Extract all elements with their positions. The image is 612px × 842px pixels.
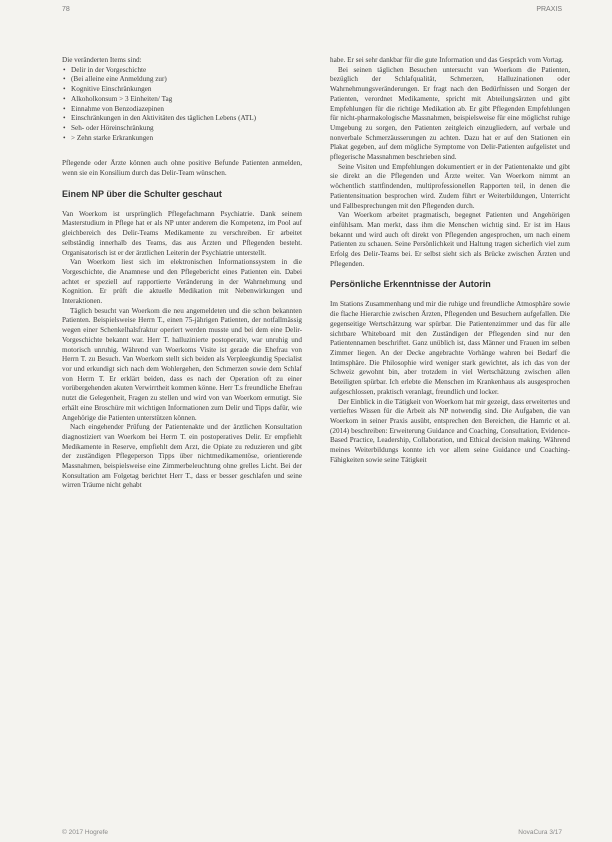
section-heading: Persönliche Erkenntnisse der Autorin	[330, 279, 491, 290]
page-number: 78	[62, 6, 70, 13]
list-item: • Seh- oder Höreinschränkung	[71, 124, 302, 134]
list-item: • Kognitive Einschränkungen	[71, 85, 302, 95]
paragraph: Nach eingehender Prüfung der Patientenakte und der ärztlichen Konsultation diagnostiziert van Woerkom bei Herrn T. ein postoperatives Delir. Er empfiehlt Medikamente in Reserve, empfiehlt dem Arzt, die Opiate zu reduzieren und gibt der zuständigen Pflegeperson Tipps über nichtmedikamentöse, orientierende Massnahmen, beispielsweise eine Zimmerbeleuchtung ohne grelles Licht. Bei der Konsultation am Folgetag berichtet Herr T., dass er besser geschlafen und seine wirren Träume nicht gehabt	[62, 423, 302, 490]
risk-factor-list	[62, 66, 302, 144]
list-intro: Die veränderten Items sind:	[62, 56, 142, 64]
paragraph: Täglich besucht van Woerkom die neu angemeldeten und die schon bekannten Patienten. Beispielsweise Herrn T., einen 75-jährigen Patienten, der notfallmässig wegen einer Schenkelhalsfraktur operiert werden musste und bei dem eine Delir-Vorgeschichte bekannt war. Herr T. halluzinierte postoperativ, war unruhig und motorisch unruhig. Während van Woerkoms Visite ist gerade die Ehefrau von Herrn T. zu Besuch. Van Woerkom stellt sich beiden als Verpleegkundig Specialist vor und erkundigt sich nach dem Wohlergehen, den Schmerzen sowie dem Schlaf von Herrn T. Er erklärt beiden, dass es nach der Operation oft zu einer vorübergehenden akuten Verwirrtheit kommen könne. Herr T.s freundliche Ehefrau nutzt die Gelegenheit, Fragen zu stellen und wird von van Woerkom ermutigt. Sie erhält eine Broschüre mit wichtigen Informationen zum Delir und Tipps dafür, wie Angehörige die Patienten unterstützen können.	[62, 306, 302, 422]
section-heading: Einem NP über die Schulter geschaut	[62, 188, 222, 199]
list-item: • Einnahme von Benzodiazepinen	[71, 105, 302, 115]
paragraph: Van Woerkom liest sich im elektronischen Informationssystem in die Vorgeschichte, die Anamnese und den Pflegebericht eines Patienten ein. Dabei achtet er speziell auf rapportierte Veränderung in der Wahrnehmung und Kognition. Er prüft die aktuelle Medikation mit Nebenwirkungen und Interaktionen.	[62, 258, 302, 306]
paragraph: Seine Visiten und Empfehlungen dokumentiert er in der Patientenakte und gibt sie direkt an die Pflegenden und Ärzte weiter. Van Woerkom nimmt an wöchentlich stattfindenden, multiprofessionellen Rapporten teil, in denen die Patientensituation besprochen wird. Zudem führt er Weiterbildungen, Unterricht und Fallbesprechungen mit den Pflegenden durch.	[330, 162, 570, 210]
list-item: • Alkoholkonsum > 3 Einheiten/ Tag	[71, 95, 302, 105]
footer-copyright: © 2017 Hogrefe	[62, 829, 108, 836]
paragraph: Im Stations Zusammenhang und mir die ruhige und freundliche Atmosphäre sowie die flache Hierarchie zwischen Ärzten, Pflegenden und Besuchern aufgefallen. Die gegenseitige Wertschätzung war spürbar. Die Patientenzimmer und das für alle sichtbare Whiteboard mit den Zuständigen der Pflegenden sind nur den Patientennamen beschriftet. Ganz unüblich ist, dass Männer und Frauen im selben Zimmer liegen. An der Decke angebrachte Vorhänge wahren bei Bedarf die Intimsphäre. Die Philosophie wird weniger stark gewichtet, als ich das von der Schweiz gewohnt bin, aber trotzdem in viel Wertschätzung zwischen allen Beteiligten spürbar. Ich erlebte die Menschen im Krankenhaus als ausgesprochen aufgeschlossen, praktisch veranlagt, freundlich und locker.	[330, 300, 570, 396]
right-column	[330, 56, 570, 465]
footer-journal: NovaCura 3/17	[518, 829, 562, 836]
paragraph: Van Woerkom ist ursprünglich Pflegefachmann Psychiatrie. Dank seinem Masterstudium in Pflege hat er als NP unter anderem die Kompetenz, im Pool auf gleichbereich des Delir-Teams Medikamente zu verschreiben. Er arbeitet selbständig innerhalb des Teams, das aus Ärzten und Pflegenden besteht. Organisatorisch ist er der ärztlichen Leiterin der Psychiatrie unterstellt.	[62, 209, 302, 257]
running-head: PRAXIS	[536, 6, 562, 13]
list-item: • Delir in der Vorgeschichte	[71, 66, 302, 76]
left-column	[62, 56, 302, 491]
paragraph: Der Einblick in die Tätigkeit von Woerkom hat mir gezeigt, dass erweitertes und vertieftes Wissen für die Arbeit als NP notwendig sind. Die Aufgaben, die van Woerkom in seiner Praxis ausübt, entsprechen den Bereichen, die Hamric et al. (2014) beschreiben: Erweiterung Guidance and Coaching, Consultation, Evidence-Based Practice, Leadership, Collaboration, und Ethical decision making. Während meines Weiterbildungs konnte ich vor allem seine Guidance und Coaching-Fähigkeiten sowie seine Tätigkeit	[330, 397, 570, 464]
paragraph: Van Woerkom arbeitet pragmatisch, begegnet Patienten und Angehörigen einfühlsam. Man merkt, dass ihm die Menschen wichtig sind. Er ist im Haus bekannt und wird auch oft direkt von Pflegenden angesprochen, um nach einem Patienten zu schauen. Seine Persönlichkeit und Haltung tragen sicherlich viel zum Erfolg des Delir-Teams bei. Er selbst sieht sich als Brücke zwischen Ärzten und Pflegenden.	[330, 211, 570, 268]
paragraph: Bei seinen täglichen Besuchen untersucht van Woerkom die Patienten, bezüglich der Schlafqualität, Schmerzen, Halluzinationen oder Wahrnehmungsveränderungen. Er fragt nach den Bedürfnissen und Sorgen der Patienten, verordnet Medikamente, spricht mit Abteilungsärzten und gibt Empfehlungen für die richtige Medikation ab. Er gibt Pflegenden Empfehlungen für nicht-pharmakologische Massnahmen, beispielsweise für eine möglichst ruhige Umgebung zu sorgen, den Patienten zeitgleich einzugliedern, auf verbale und nonverbale Schmerzäusserungen zu achten. Dazu hat er auf den Stationen ein Plakat gegeben, auf dem mögliche Symptome von Delir-Patienten aufgelistet und pflegerische Massnahmen beschrieben sind.	[330, 65, 570, 162]
list-item: • > Zehn starke Erkrankungen	[71, 134, 302, 144]
paragraph: Pflegende oder Ärzte können auch ohne positive Befunde Patienten anmelden, wenn sie ein Konsilium durch das Delir-Team wünschen.	[62, 159, 302, 178]
list-item: • (Bei alleine eine Anmeldung zur)	[71, 75, 302, 85]
paragraph: habe. Er sei sehr dankbar für die gute Information und das Gespräch vom Vortag.	[330, 56, 564, 64]
list-item: • Einschränkungen in den Aktivitäten des täglichen Lebens (ATL)	[71, 114, 302, 124]
